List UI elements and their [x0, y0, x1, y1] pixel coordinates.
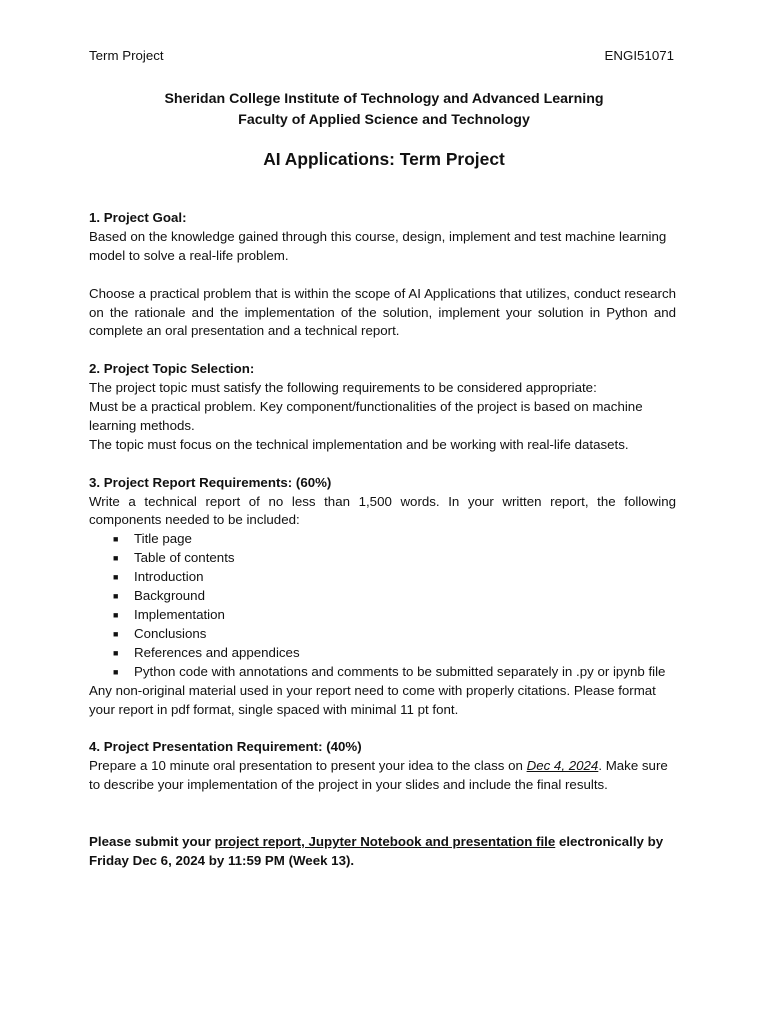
faculty-name: Faculty of Applied Science and Technology — [238, 112, 530, 128]
topic-line-2: Must be a practical problem. Key component/functionalities of the project is based on machine learning methods. — [89, 399, 643, 433]
list-item: ■ Python code with annotations and comments to be submitted separately in .py or ipynb file — [134, 663, 676, 682]
bullet-icon: ■ — [113, 591, 119, 602]
bullet-icon: ■ — [113, 647, 119, 658]
page-header — [89, 47, 674, 66]
submission-instructions: Please submit your project report, Jupyter Notebook and presentation file electronically by Friday Dec 6, 2024 by 11:59 PM (Week 13). — [89, 833, 664, 868]
document-body — [89, 209, 676, 871]
presentation-paragraph: Prepare a 10 minute oral presentation to present your idea to the class on Dec 4, 2024. Make sure to describe your implementation of the project in your slides and include the final results. — [89, 758, 668, 793]
report-intro: Write a technical report of no less than 1,500 words. In your written report, the following components needed to be included: — [89, 493, 676, 528]
bullet-icon: ■ — [113, 572, 119, 583]
section-heading-topic: 2. Project Topic Selection: — [89, 361, 255, 377]
bullet-icon: ■ — [113, 534, 119, 545]
bullet-icon: ■ — [113, 609, 119, 620]
section-heading-presentation: 4. Project Presentation Requirement: (40%) — [89, 739, 362, 755]
list-item: ■ Implementation — [134, 606, 676, 625]
section-heading-goal: 1. Project Goal: — [89, 210, 187, 225]
institution-block — [0, 89, 768, 131]
institution-name: Sheridan College Institute of Technology and Advanced Learning — [164, 91, 604, 107]
header-left: Term Project — [89, 48, 164, 63]
presentation-date: Dec 4, 2024 — [526, 758, 599, 774]
bullet-icon: ■ — [113, 666, 119, 677]
section-heading-report: 3. Project Report Requirements: (60%) — [89, 474, 332, 490]
bullet-icon: ■ — [113, 628, 119, 639]
document-title: AI Applications: Term Project — [263, 149, 505, 169]
report-components-list — [89, 530, 676, 681]
list-item: ■ Background — [134, 587, 676, 606]
list-item: ■ Title page — [134, 530, 676, 549]
header-course-code: ENGI51071 — [604, 48, 674, 63]
list-item: ■ References and appendices — [134, 644, 676, 663]
bullet-icon: ■ — [113, 553, 119, 564]
list-item: ■ Table of contents — [134, 549, 676, 568]
goal-paragraph-1: Based on the knowledge gained through this course, design, implement and test machine learning model to solve a real-life problem. — [89, 228, 667, 263]
list-item: ■ Conclusions — [134, 625, 676, 644]
list-item: ■ Introduction — [134, 568, 676, 587]
report-outro: Any non-original material used in your report need to come with properly citations. Please format your report in pdf format, single spaced with minimal 11 pt font. — [89, 682, 656, 717]
topic-line-3: The topic must focus on the technical implementation and be working with real-life datasets. — [89, 436, 629, 452]
submission-items: project report, Jupyter Notebook and presentation file — [214, 833, 556, 849]
topic-line-1: The project topic must satisfy the following requirements to be considered appropriate: — [89, 380, 597, 396]
goal-paragraph-2: Choose a practical problem that is within the scope of AI Applications that utilizes, conduct research on the rationale and the implementation of the solution, implement your solution in Python and complete an oral presentation and a technical report. — [89, 285, 676, 339]
